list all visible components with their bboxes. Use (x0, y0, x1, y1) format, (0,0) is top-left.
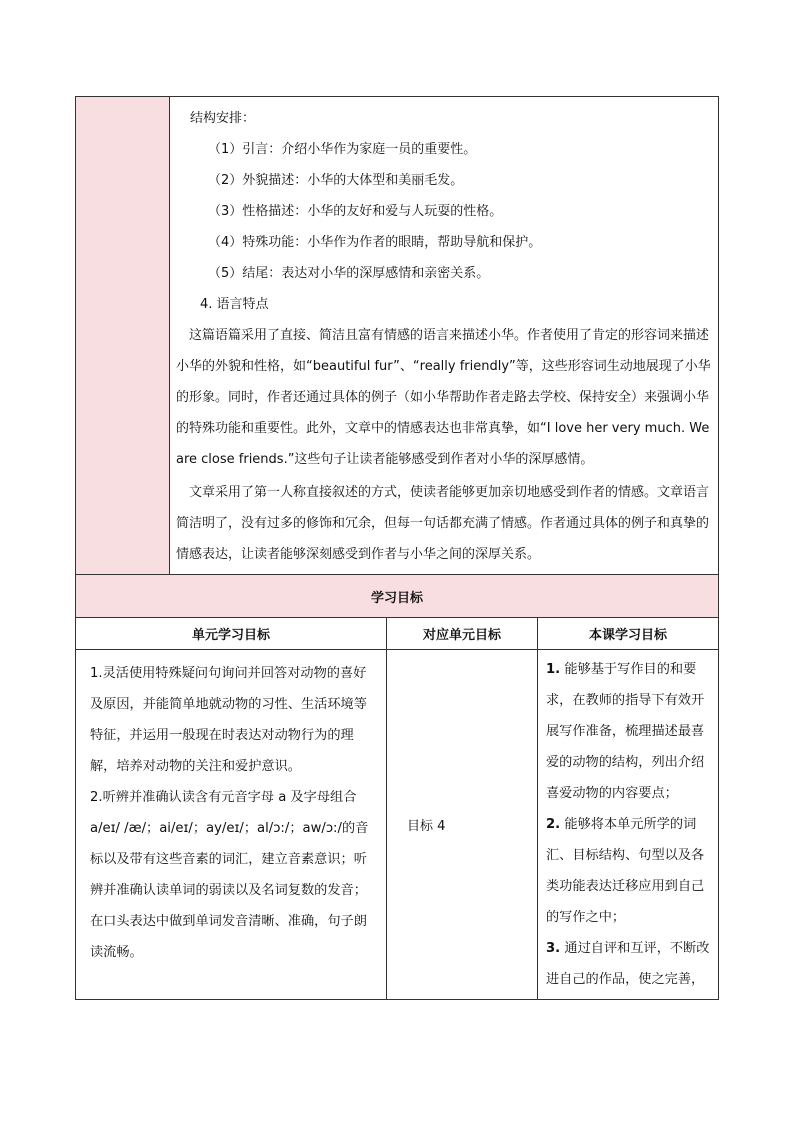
document-page (75, 96, 718, 1000)
goals-body-row (76, 650, 719, 1000)
side-label-cell (76, 97, 170, 575)
analysis-row (76, 97, 719, 575)
lesson-goals-cell (538, 650, 719, 1000)
structure-item: （3）性格描述：小华的友好和爱与人玩耍的性格。 (208, 204, 503, 219)
structure-item: （5）结尾：表达对小华的深厚感情和亲密关系。 (208, 266, 490, 281)
lesson-goal-3-number: 3. (546, 941, 561, 956)
lesson-goal-3 (546, 933, 712, 995)
matching-goal-cell: 目标 4 (387, 650, 538, 1000)
lesson-goals-header: 本课学习目标 (538, 618, 719, 650)
unit-goal-1: 1.灵活使用特殊疑问句询问并回答对动物的喜好及原因，并能简单地就动物的习性、生活环境等特征，并运用一般现在时表达对动物行为的理解，培养对动物的关注和爱护意识。 (90, 666, 367, 774)
matching-goals-header: 对应单元目标 (387, 618, 538, 650)
lesson-goal-1-text: 能够基于写作目的和要求，在教师的指导下有效开展写作准备，梳理描述最喜爱的动物的结构，列出介绍喜爱动物的内容要点； (546, 662, 705, 801)
lesson-goal-1-number: 1. (546, 662, 561, 677)
lesson-goal-2 (546, 809, 712, 933)
unit-goal-2: 2.听辨并准确认读含有元音字母 a 及字母组合 a/eɪ/ /æ/；ai/eɪ/；ay/eɪ/；al/ɔ:/；aw/ɔ:/的音标以及带有这些音素的词汇，建立音素意识；听辨并准确认读单词的弱读以及名词复数的发音；在口头表达中做到单词发音清晰、准确，句子朗读流畅。 (90, 790, 369, 960)
structure-item: （2）外貌描述：小华的大体型和美丽毛发。 (208, 173, 464, 188)
structure-item: （4）特殊功能：小华作为作者的眼睛，帮助导航和保护。 (208, 235, 542, 250)
lesson-plan-table (75, 96, 719, 1000)
lesson-goal-3-text: 通过自评和互评，不断改进自己的作品，使之完善， (546, 941, 710, 987)
analysis-content-cell (170, 97, 719, 575)
unit-goals-header: 单元学习目标 (76, 618, 387, 650)
language-paragraph-2: 文章采用了第一人称直接叙述的方式，使读者能够更加亲切地感受到作者的情感。文章语言简洁明了，没有过多的修饰和冗余，但每一句话都充满了情感。作者通过具体的例子和真挚的情感表达，让读者能够深刻感受到作者与小华之间的深厚关系。 (176, 485, 710, 562)
lesson-goal-2-number: 2. (546, 817, 561, 832)
structure-heading: 结构安排： (190, 111, 256, 126)
goals-title-row (76, 575, 719, 618)
lesson-goal-1 (546, 654, 712, 809)
language-paragraph-1: 这篇语篇采用了直接、简洁且富有情感的语言来描述小华。作者使用了肯定的形容词来描述小华的外貌和性格，如“beautiful fur”、“really friendly”等，这些形容词生动地展现了小华的形象。同时，作者还通过具体的例子（如小华帮助作者走路去学校、保持安全）来强调小华的特殊功能和重要性。此外，文章中的情感表达也非常真挚，如“I love her very much. We are close friends.”这些句子让读者能够感受到作者对小华的深厚感情。 (176, 328, 711, 467)
unit-goals-cell (76, 650, 387, 1000)
language-heading: 4. 语言特点 (200, 297, 269, 312)
structure-item: （1）引言：介绍小华作为家庭一员的重要性。 (208, 142, 477, 157)
lesson-goal-2-text: 能够将本单元所学的词汇、目标结构、句型以及各类功能表达迁移应用到自己的写作之中； (546, 817, 705, 925)
goals-column-header-row (76, 618, 719, 650)
goals-title: 学习目标 (76, 575, 719, 618)
